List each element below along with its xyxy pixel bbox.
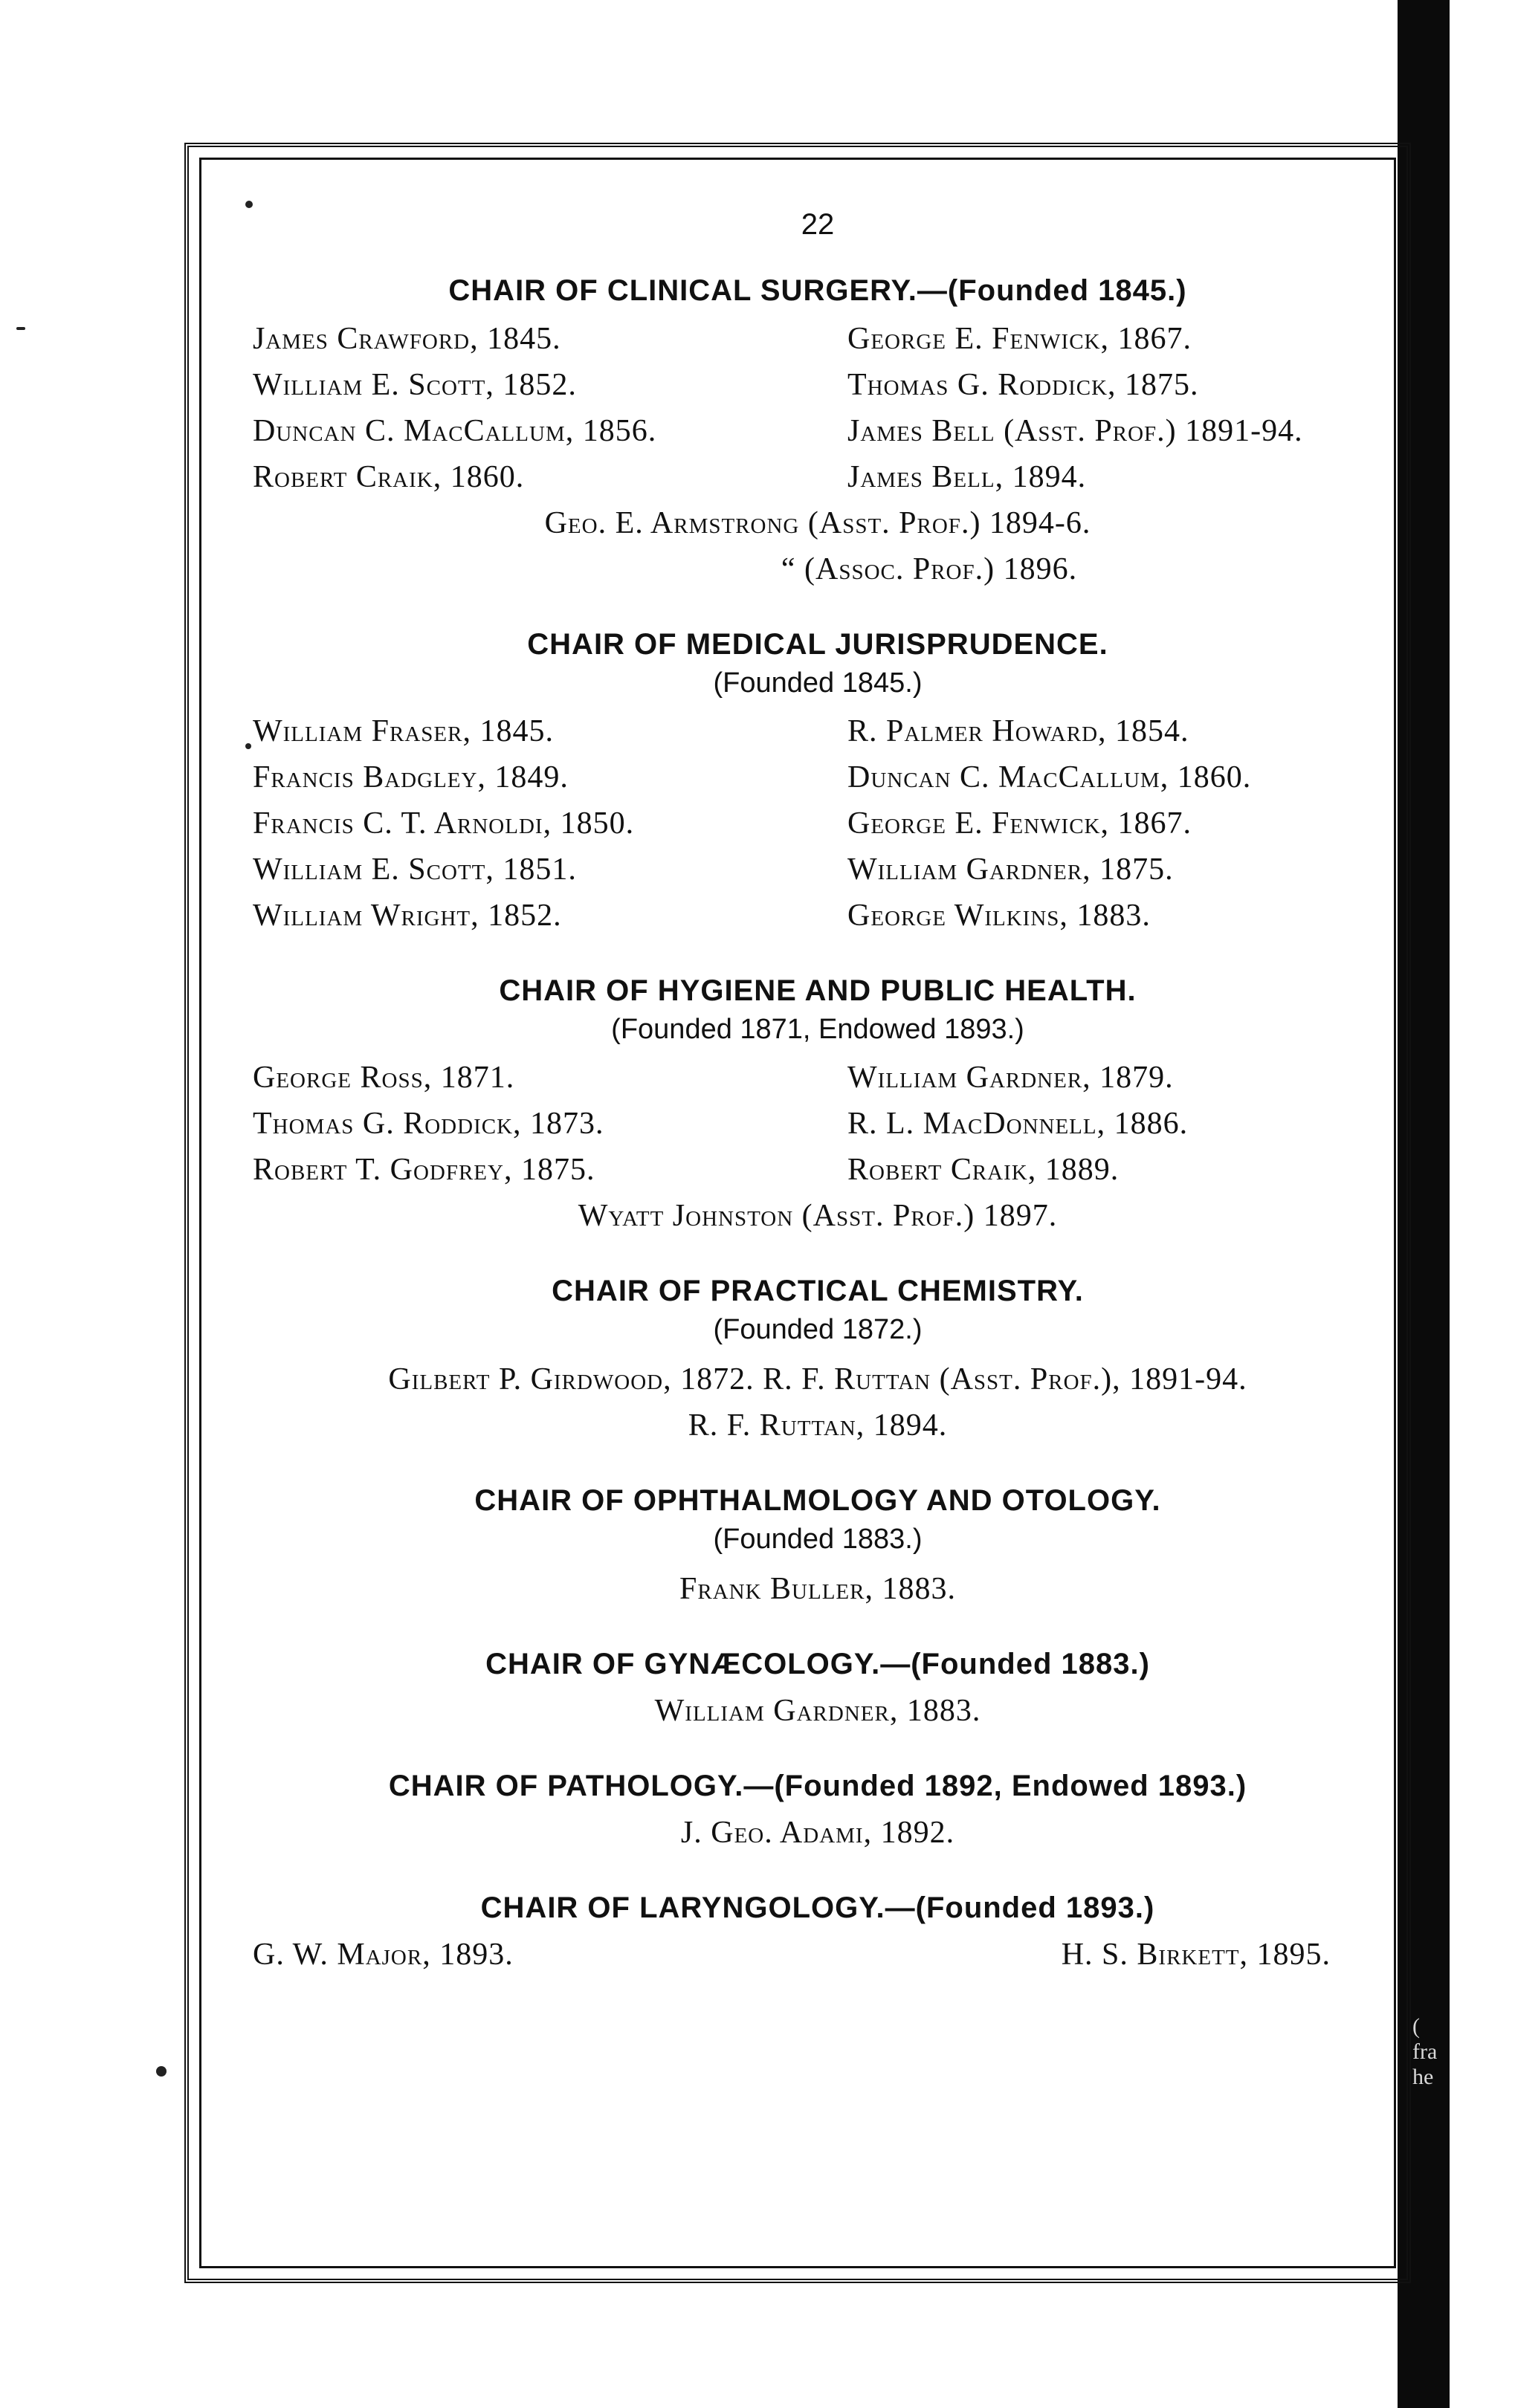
list-item: William Gardner, 1879. bbox=[847, 1061, 1174, 1095]
list-item: Thomas G. Roddick, 1875. bbox=[847, 368, 1199, 402]
list-item: J. Geo. Adami, 1892. bbox=[680, 1816, 955, 1850]
section-hygiene-public-health bbox=[253, 971, 1383, 1239]
page-content bbox=[253, 208, 1383, 2010]
list-item: George E. Fenwick, 1867. bbox=[847, 806, 1192, 841]
list-item: Geo. E. Armstrong (Asst. Prof.) 1894-6. bbox=[544, 506, 1091, 540]
name-list bbox=[253, 708, 1383, 939]
edge-text-line: he bbox=[1412, 2065, 1434, 2089]
section-clinical-surgery bbox=[253, 271, 1383, 592]
list-item: George Wilkins, 1883. bbox=[847, 899, 1151, 933]
list-item: Wyatt Johnston (Asst. Prof.) 1897. bbox=[578, 1199, 1058, 1233]
list-item: Francis C. T. Arnoldi, 1850. bbox=[253, 806, 635, 841]
list-item: Duncan C. MacCallum, 1856. bbox=[253, 414, 657, 448]
section-subheading: (Founded 1872.) bbox=[713, 1314, 923, 1345]
list-item: R. L. MacDonnell, 1886. bbox=[847, 1107, 1189, 1141]
name-list bbox=[253, 316, 1383, 500]
list-item: William E. Scott, 1851. bbox=[253, 852, 577, 887]
list-item: Robert Craik, 1860. bbox=[253, 460, 525, 494]
name-list bbox=[253, 1055, 1383, 1193]
section-heading: CHAIR OF PRACTICAL CHEMISTRY. bbox=[552, 1275, 1084, 1307]
section-heading: CHAIR OF OPHTHALMOLOGY AND OTOLOGY. bbox=[474, 1484, 1161, 1517]
list-item: Duncan C. MacCallum, 1860. bbox=[847, 760, 1252, 794]
list-item: Frank Buller, 1883. bbox=[679, 1572, 956, 1606]
list-item: William Gardner, 1875. bbox=[847, 852, 1174, 887]
list-item: James Crawford, 1845. bbox=[253, 322, 561, 356]
list-item: William Gardner, 1883. bbox=[654, 1694, 981, 1728]
list-item: James Bell, 1894. bbox=[847, 460, 1087, 494]
list-item: William Fraser, 1845. bbox=[253, 714, 554, 748]
section-subheading: (Founded 1845.) bbox=[713, 667, 923, 699]
section-practical-chemistry bbox=[253, 1272, 1383, 1449]
list-item: William Wright, 1852. bbox=[253, 899, 562, 933]
edge-text-line: ( bbox=[1412, 2014, 1420, 2039]
adjacent-page-edge-text bbox=[1412, 2014, 1457, 2090]
section-medical-jurisprudence bbox=[253, 625, 1383, 939]
section-subheading: (Founded 1883.) bbox=[713, 1524, 923, 1555]
list-item: “ (Assoc. Prof.) 1896. bbox=[781, 552, 1078, 586]
section-ophthalmology-otology bbox=[253, 1481, 1383, 1612]
section-heading: CHAIR OF MEDICAL JURISPRUDENCE. bbox=[527, 628, 1108, 661]
section-pathology bbox=[253, 1767, 1383, 1856]
section-heading: CHAIR OF LARYNGOLOGY.—(Founded 1893.) bbox=[480, 1891, 1155, 1924]
list-item: Robert Craik, 1889. bbox=[847, 1153, 1120, 1187]
ink-speck bbox=[16, 327, 25, 330]
section-laryngology bbox=[253, 1888, 1383, 1978]
list-item: James Bell (Asst. Prof.) 1891-94. bbox=[847, 414, 1303, 448]
section-gynaecology bbox=[253, 1645, 1383, 1734]
section-subheading: (Founded 1871, Endowed 1893.) bbox=[611, 1014, 1024, 1045]
list-item: George Ross, 1871. bbox=[253, 1061, 515, 1095]
list-item: Thomas G. Roddick, 1873. bbox=[253, 1107, 604, 1141]
list-item: R. Palmer Howard, 1854. bbox=[847, 714, 1189, 748]
list-item: H. S. Birkett, 1895. bbox=[1061, 1938, 1331, 1972]
section-heading: CHAIR OF HYGIENE AND PUBLIC HEALTH. bbox=[499, 974, 1137, 1007]
name-list bbox=[253, 1932, 1383, 1978]
list-item: William E. Scott, 1852. bbox=[253, 368, 577, 402]
ink-speck bbox=[156, 2066, 167, 2077]
list-item: Francis Badgley, 1849. bbox=[253, 760, 569, 794]
section-heading: CHAIR OF PATHOLOGY.—(Founded 1892, Endowed 1893.) bbox=[388, 1770, 1247, 1802]
list-item: R. F. Ruttan, 1894. bbox=[688, 1408, 948, 1443]
section-heading: CHAIR OF CLINICAL SURGERY.—(Founded 1845.) bbox=[448, 274, 1187, 307]
page-number: 22 bbox=[801, 208, 835, 241]
list-item: Robert T. Godfrey, 1875. bbox=[253, 1153, 595, 1187]
list-item: Gilbert P. Girdwood, 1872. R. F. Ruttan (Asst. Prof.), 1891-94. bbox=[388, 1362, 1247, 1396]
section-heading: CHAIR OF GYNÆCOLOGY.—(Founded 1883.) bbox=[485, 1648, 1150, 1680]
edge-text-line: fra bbox=[1412, 2039, 1438, 2064]
list-item: George E. Fenwick, 1867. bbox=[847, 322, 1192, 356]
list-item: G. W. Major, 1893. bbox=[253, 1938, 514, 1972]
